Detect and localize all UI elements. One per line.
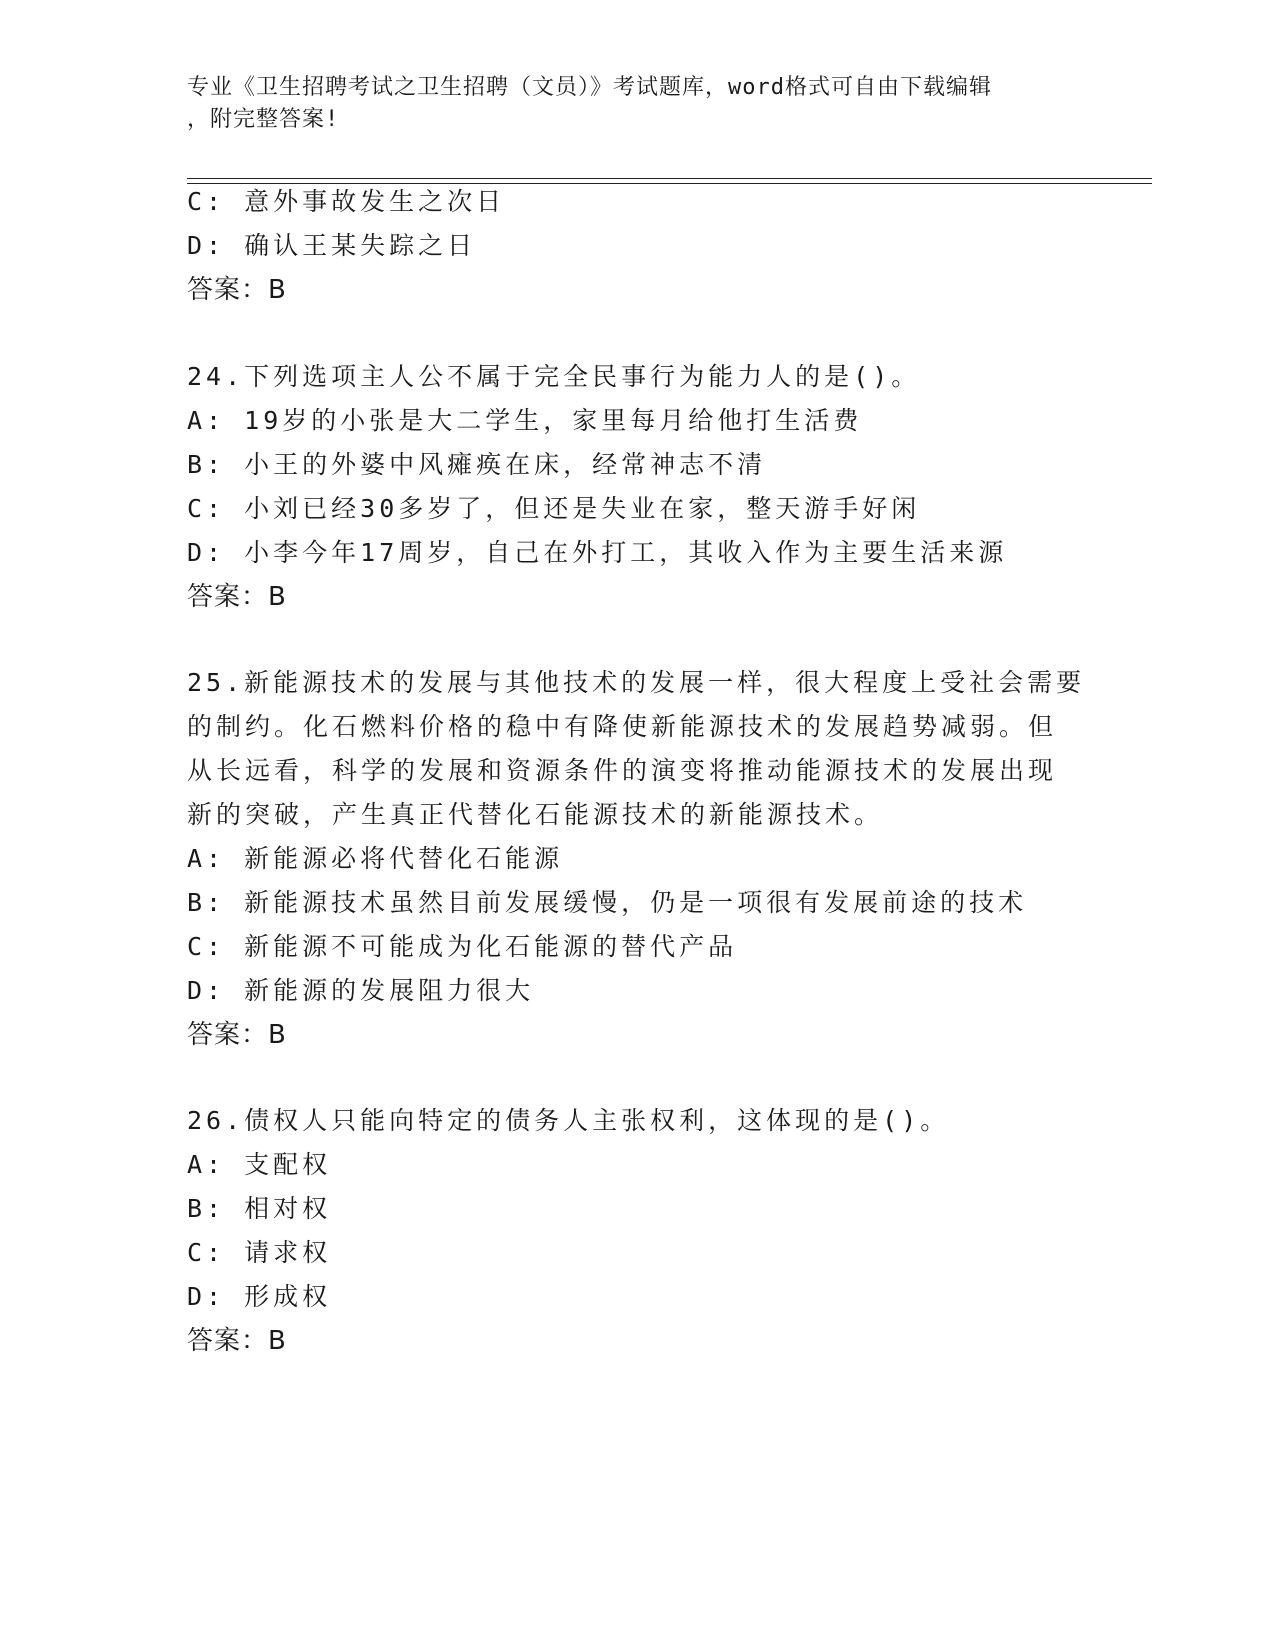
q24-option-b: B: 小王的外婆中风瘫痪在床，经常神志不清 [187, 450, 767, 479]
q26-stem: 26.债权人只能向特定的债务人主张权利，这体现的是()。 [187, 1106, 950, 1135]
q26-option-a: A: 支配权 [187, 1150, 332, 1179]
q25-option-c: C: 新能源不可能成为化石能源的替代产品 [187, 932, 738, 961]
header-line-1: 专业《卫生招聘考试之卫生招聘（文员）》考试题库，word格式可自由下载编辑 [187, 75, 992, 100]
q25-option-a: A: 新能源必将代替化石能源 [187, 844, 564, 873]
q25-answer: 答案：B [187, 1020, 287, 1050]
q26-option-d: D: 形成权 [187, 1282, 332, 1311]
header-divider-top [187, 178, 1152, 179]
q25-option-b: B: 新能源技术虽然目前发展缓慢，仍是一项很有发展前途的技术 [187, 888, 1028, 917]
q26-option-c: C: 请求权 [187, 1238, 332, 1267]
q23-option-c: C: 意外事故发生之次日 [187, 187, 506, 216]
q24-option-a: A: 19岁的小张是大二学生，家里每月给他打生活费 [187, 406, 863, 435]
header-divider-bottom [187, 183, 1152, 184]
q25-stem-line-4: 新的突破，产生真正代替化石能源技术的新能源技术。 [187, 800, 884, 829]
q24-answer: 答案：B [187, 582, 287, 612]
q24-stem: 24.下列选项主人公不属于完全民事行为能力人的是()。 [187, 362, 921, 391]
document-header [187, 72, 1087, 136]
q25-stem-line-1: 25.新能源技术的发展与其他技术的发展一样，很大程度上受社会需要 [187, 668, 1086, 697]
q25-stem-line-2: 的制约。化石燃料价格的稳中有降使新能源技术的发展趋势减弱。但 [187, 712, 1058, 741]
q25-option-d: D: 新能源的发展阻力很大 [187, 976, 535, 1005]
q23-option-d: D: 确认王某失踪之日 [187, 231, 477, 260]
q26-option-b: B: 相对权 [187, 1194, 332, 1223]
q26-answer: 答案：B [187, 1326, 287, 1356]
q24-option-c: C: 小刘已经30多岁了，但还是失业在家，整天游手好闲 [187, 494, 921, 523]
header-line-2: ，附完整答案! [187, 107, 340, 132]
q25-stem-line-3: 从长远看，科学的发展和资源条件的演变将推动能源技术的发展出现 [187, 756, 1058, 785]
q23-answer: 答案：B [187, 275, 287, 305]
q24-option-d: D: 小李今年17周岁，自己在外打工，其收入作为主要生活来源 [187, 538, 1008, 567]
